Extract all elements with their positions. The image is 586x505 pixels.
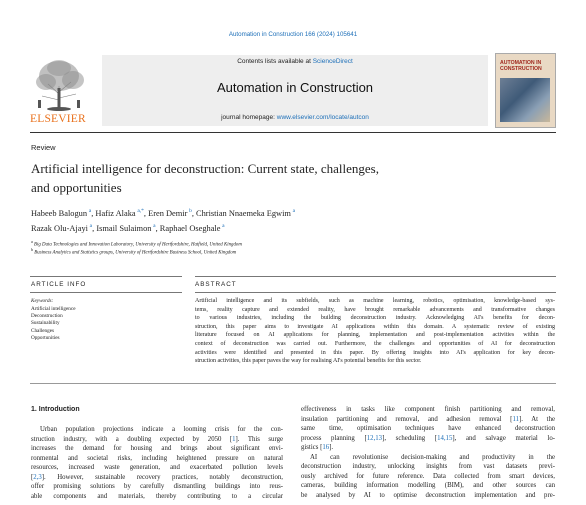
keyword: Challenges: [31, 327, 55, 334]
author-list: [31, 205, 451, 235]
affiliation-a: $^a$ Big Data Technologies and Innovation Laboratory, University of Hertfordshire, Hatfield, United Kingdom: [31, 239, 242, 248]
abstract-line: context of deconstruction was carried out. Furthermore, the challenges and opportunities of AI for deconstruction: [195, 340, 555, 347]
keywords-list: [31, 306, 76, 342]
body-line: ously archived for future reference. Data collected from smart devices,: [301, 472, 555, 480]
citation-link[interactable]: 1: [232, 435, 236, 443]
homepage-line: [102, 114, 488, 121]
citation-link[interactable]: 14,15: [437, 434, 453, 442]
authors-line-1: Habeeb Balogun $^a$, Hafiz Alaka $^{a,*}$, Eren Demir $^b$, Christian Nnaemeka Egwim $^a$: [31, 208, 296, 218]
author-affiliation-marker[interactable]: b: [189, 208, 192, 214]
author-affiliation-marker[interactable]: a,*: [137, 208, 144, 214]
right-column: [301, 405, 555, 500]
abstract-heading: ABSTRACT: [195, 281, 237, 288]
citation-link[interactable]: 16: [322, 444, 330, 451]
cover-image: [500, 78, 550, 122]
author-name[interactable]: Habeeb Balogun: [31, 208, 88, 218]
journal-title: Automation in Construction: [216, 80, 374, 95]
citation-link[interactable]: 12,13: [366, 434, 383, 442]
body-line: process planning [12,13], scheduling [14,15], and salvage material lo-: [301, 434, 555, 442]
homepage-prefix: journal homepage:: [221, 114, 277, 121]
body-line: ronmental and societal risks, including heightened pressure on natural: [31, 454, 283, 462]
introduction-heading: 1. Introduction: [31, 406, 80, 413]
article-info-rule-top: [30, 276, 182, 277]
keywords-heading: Keywords:: [31, 298, 54, 304]
author-affiliation-marker[interactable]: a: [222, 222, 225, 229]
author-name[interactable]: Ismail Sulaimon: [96, 223, 152, 233]
keyword: Artificial intelligence: [31, 306, 76, 312]
affiliation-b: $^b$ Business Analytics and Statistics groups, University of Hertfordshire Business School, United Kingdom: [31, 247, 237, 256]
body-line: resources, increased waste generation, and exacerbated pollution levels: [31, 464, 283, 471]
body-line: increases the demand for housing and brings about significant envi-: [31, 445, 283, 452]
journal-cover: [495, 53, 556, 128]
author-affiliation-marker[interactable]: a: [292, 208, 296, 214]
body-line: struction industry, with a doubling expected by 2050 [1]. This surge: [31, 435, 284, 443]
body-line: able components and materials, thereby contributing to a circular: [31, 492, 283, 500]
citation-link[interactable]: 2,3: [33, 473, 42, 481]
journal-reference[interactable]: Automation in Construction 166 (2024) 105641: [228, 31, 358, 38]
body-line: cameras, building information modelling (BIM), and other sources can: [301, 482, 555, 489]
author-name[interactable]: Eren Demir: [148, 208, 188, 218]
abstract-line: activities were identified and presented in this paper. By offering insights into AI's application for key decon-: [195, 349, 555, 356]
body-line: same time, optimisation techniques have enhanced deconstruction: [301, 425, 555, 432]
front-matter-rule: [30, 383, 556, 384]
abstract-line: struction activities, this paper paves the way for realising AI's potential benefits for this sector.: [195, 358, 422, 365]
header-rule: [30, 132, 556, 133]
body-line: be analysed by AI to optimise deconstruction implementation and pre-: [301, 491, 555, 499]
citation-link[interactable]: 11: [512, 415, 519, 423]
cover-title: AUTOMATION IN CONSTRUCTION: [500, 60, 542, 72]
article-info-rule: [30, 292, 182, 293]
left-column: [31, 425, 283, 501]
keyword: Opportunities: [31, 334, 60, 341]
keyword: Deconstruction: [31, 313, 63, 320]
author-affiliation-marker[interactable]: a: [153, 222, 156, 229]
body-line: effectiveness in tasks like component finish partitioning and removal,: [301, 406, 555, 413]
author-name[interactable]: Christian Nnaemeka Egwim: [196, 208, 291, 218]
abstract-rule: [195, 292, 556, 293]
abstract-line: literature focused on AI applications for planning, implementation and post-implementation activities within the: [195, 332, 555, 339]
sciencedirect-link[interactable]: ScienceDirect: [312, 58, 353, 65]
author-name[interactable]: Razak Olu-Ajayi: [31, 223, 88, 233]
abstract-text: [195, 297, 555, 366]
article-type: Review: [31, 143, 56, 152]
author-name[interactable]: Hafiz Alaka: [95, 208, 136, 218]
journal-homepage-link[interactable]: www.elsevier.com/locate/autcon: [276, 114, 369, 121]
contents-prefix: Contents lists available at: [237, 58, 313, 65]
paper-title: Artificial intelligence for deconstruction: Current state, challenges, and opportunities: [31, 161, 379, 195]
article-info-heading: ARTICLE INFO: [31, 281, 87, 288]
abstract-rule-top: [195, 276, 556, 277]
body-line: offer promising solutions by carefully dismantling buildings into reus-: [31, 483, 283, 490]
body-line: insulation partitioning and removal, and adhesion removal [11]. At the: [301, 415, 555, 423]
author-affiliation-marker[interactable]: a: [89, 222, 93, 229]
abstract-line: Artificial intelligence and its subfields, such as machine learning, robotics, optimisation, knowledge-based sys-: [195, 298, 555, 304]
contents-line: [102, 58, 488, 65]
body-line: deconstruction industry, unlocking insights from vast datasets previ-: [301, 463, 555, 470]
authors-line-2: Razak Olu-Ajayi $^a$, Ismail Sulaimon $^a$, Raphael Oseghale $^a$: [31, 222, 225, 233]
abstract-line: to various industries, including the building deconstruction industry. Acknowledging AI's benefits for decon-: [195, 315, 555, 322]
body-line: [2,3]. However, sustainable recovery practices, notably deconstruction,: [31, 473, 283, 481]
author-affiliation-marker[interactable]: a: [88, 208, 92, 214]
body-line: gistics [16].: [301, 444, 334, 451]
keyword: Sustainability: [31, 320, 60, 327]
abstract-line: struction, this paper aims to investigate AI applications within this domain. A systematic review of existing: [195, 323, 555, 330]
abstract-line: tems, reality capture and extended reality, have brought remarkable advancements and transformative changes: [195, 306, 555, 313]
body-line: AI can revolutionise decision-making and productivity in the: [310, 453, 555, 461]
body-line: Urban population projections indicate a looming crisis for the con-: [40, 426, 283, 433]
publisher-wordmark: ELSEVIER: [30, 113, 86, 125]
author-name[interactable]: Raphael Oseghale: [159, 223, 221, 233]
